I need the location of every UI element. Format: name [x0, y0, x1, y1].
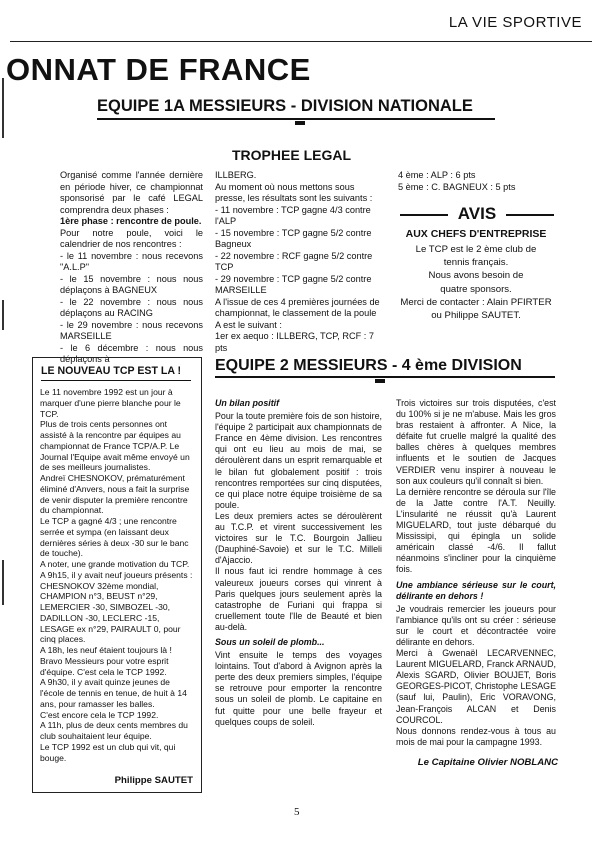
paragraph: C'est encore cela le TCP 1992. [40, 709, 159, 720]
paragraph: A 9h30, il y avait quinze jeunes de l'école de tennis en tenue, de huit à 14 ans, pour ramasser les balles. [40, 677, 187, 709]
scan-margin-mark [2, 560, 4, 605]
team1-column-2 [215, 170, 383, 354]
team1-heading: EQUIPE 1A MESSIEURS - DIVISION NATIONALE [97, 97, 473, 115]
avis-title: AVIS [457, 204, 497, 223]
paragraph: Plus de trois cents personnes ont assisté à la rencontre par équipes au championnat de France TCP/A.P. Le Journal l'Equipe avait même envoyé un de ses meilleurs journalistes. [40, 419, 190, 473]
paragraph: A noter, une grande motivation du TCP. [40, 559, 190, 569]
nouveau-tcp-body [40, 387, 196, 763]
paragraph: Il nous faut ici rendre hommage à ces valeureux joueurs corses qui vinrent à Paris quelques jours seulement après la catastrophe de Furiani qui frappa si cruellement toute l'Ile de Beauté et bien au-delà. [215, 566, 382, 632]
paragraph: Pour notre poule, voici le calendrier de nos rencontres : [60, 227, 203, 249]
paragraph: Je voudrais remercier les joueurs pour l'ambiance qu'ils ont su créer : sérieuse sur le court et décontractée voire délirante en dehors. [396, 603, 556, 647]
team1-column-3 [398, 170, 548, 193]
paragraph: A 18h, les neuf étaient toujours là ! [40, 645, 172, 655]
paragraph: 1ère phase : rencontre de poule. [60, 216, 202, 226]
paragraph: 1er ex aequo : ILLBERG, TCP, RCF : 7 pts [215, 331, 374, 353]
paragraph: Au moment où nous mettons sous presse, les résultats sont les suivants : [215, 181, 373, 203]
team1-subheading: TROPHEE LEGAL [232, 147, 352, 163]
bilan-title: Un bilan positif [215, 398, 280, 408]
avis-line: Merci de contacter : Alain PFIRTER [400, 296, 552, 308]
avis-box [398, 202, 554, 342]
avis-line: quatre sponsors. [440, 283, 512, 295]
avis-line: tennis français. [443, 257, 509, 269]
header-rule [10, 41, 592, 42]
paragraph: Bravo Messieurs pour votre esprit d'équipe. C'est cela le TCP 1992. [40, 655, 169, 677]
team2-heading: EQUIPE 2 MESSIEURS - 4 ème DIVISION [215, 357, 522, 374]
paragraph: - le 22 novembre : nous nous déplaçons au RACING [60, 296, 203, 318]
section-header: LA VIE SPORTIVE [448, 14, 582, 31]
heading-ornament [295, 121, 305, 125]
paragraph: 5 ème : C. BAGNEUX : 5 pts [398, 181, 516, 192]
paragraph: Le TCP 1992 est un club qui vit, qui bouge. [40, 741, 176, 763]
avis-line: ou Philippe SAUTET. [431, 310, 521, 322]
paragraph: 4 ème : ALP : 6 pts [398, 170, 476, 180]
team1-heading-underline [97, 118, 495, 120]
paragraph: Organisé comme l'année dernière en période hiver, ce championnat sponsorisé par le café LEGAL comprendra deux phases : [60, 170, 203, 215]
paragraph: - 29 novembre : TCP gagne 5/2 contre MARSEILLE [215, 273, 372, 295]
paragraph: La dernière rencontre se déroula sur l'île de la Jatte contre l'A.T. Neuilly. L'insularité ne réussit qu'à Laurent MIGUELARD, tout juste débarqué du Mississipi, qui épingla un solide américain classé -4/6. Il fallut néanmoins s'incliner pour la cinquième fois. [396, 486, 556, 575]
avis-body [398, 243, 554, 322]
paragraph: A 11h, plus de deux cents membres du club souhaitaient leur équipe. [40, 720, 188, 741]
ambiance-title: Une ambiance sérieuse sur le court, délirante en dehors ! [396, 579, 556, 601]
scan-margin-mark [2, 78, 4, 138]
paragraph: Vint ensuite le temps des voyages lointains. Tout d'abord à Avignon après la perte des deux premiers simples, l'équipe se retrouve pour emporter la rencontre sous un soleil de plomb. Le capitaine en fut quitte pour une belle frayeur et quelques coups de soleil. [215, 650, 382, 727]
soleil-title: Sous un soleil de plomb... [215, 636, 325, 647]
team2-column-right [396, 398, 556, 748]
nouveau-tcp-title: LE NOUVEAU TCP EST LA ! [41, 365, 182, 377]
team2-heading-underline [215, 376, 555, 378]
paragraph: Pour la toute première fois de son histoire, l'équipe 2 participait aux championnats de France en 4ème division. Les rencontres qui ont eu lieu au mois de mai, se déroulèrent dans un esprit remarquable et le bilan fut globalement positif : trois rencontres remportées sur cinq disputées, ce qui place notre équipe troisième de sa poule. [215, 411, 382, 510]
paragraph: - le 6 décembre : nous nous déplaçons à [60, 342, 203, 364]
page-number: 5 [294, 806, 300, 818]
avis-rule-right [506, 214, 554, 216]
heading-ornament [375, 379, 385, 383]
paragraph: Nous donnons rendez-vous à tous au mois de mai pour la campagne 1993. [396, 725, 556, 747]
paragraph: Le 11 novembre 1992 est un jour à marquer d'une pierre blanche pour le TCP. [40, 387, 181, 419]
paragraph: - 22 novembre : RCF gagne 5/2 contre TCP [215, 250, 373, 272]
paragraph: A l'issue de ces 4 premières journées de championnat, le classement de la poule A est le suivant : [215, 296, 380, 330]
nouveau-signature: Philippe SAUTET [114, 775, 193, 786]
paragraph: Trois victoires sur trois disputées, c'est du 100% si je ne m'abuse. Mais les gros bras restaient à affronter. A Nice, la défaite fut cruelle malgré la qualité des balles chères à quelques membres influents et le soutien de Jacques VERDIER venu inspirer à nouveau le son aux couleurs qu'il connaît si bien. [396, 398, 556, 486]
paragraph: - 11 novembre : TCP gagne 4/3 contre l'ALP [215, 204, 371, 226]
paragraph: ILLBERG. [215, 170, 257, 180]
paragraph: A 9h15, il y avait neuf joueurs présents : CHESNOKOV 32ème mondial, CHAMPION n°3, BEUST n°29, LEMERCIER -30, SIMBOZEL -30, DADILLON -30, LECLERC -15, LESAGE ex n°29, PAIRAULT 0, pour cinq places. [40, 569, 193, 645]
team2-column-left [215, 398, 382, 728]
page-title: ONNAT DE FRANCE [6, 52, 311, 87]
scan-margin-mark [2, 300, 4, 330]
avis-rule-left [400, 214, 448, 216]
nouveau-tcp-box [32, 357, 202, 793]
nouveau-title-rule [41, 380, 191, 381]
paragraph: - le 15 novembre : nous nous déplaçons à BAGNEUX [60, 273, 203, 295]
avis-subtitle: AUX CHEFS D'ENTREPRISE [405, 228, 547, 240]
paragraph: Le TCP a gagné 4/3 ; une rencontre serrée et sympa (en laissant deux dernières séries à deux -30 sur le banc de touche). [40, 516, 189, 559]
avis-line: Le TCP est le 2 ème club de [415, 244, 537, 255]
paragraph: Les deux premiers actes se déroulèrent au T.C.P. et virent successivement les victoires sur le T.C. Bourgoin Jallieu (Dauphiné-Savoie) et sur le T.C. Milleli d'Ajaccio. [215, 510, 382, 566]
paragraph: - le 11 novembre : nous recevons "A.L.P" [60, 250, 203, 272]
team1-column-1 [60, 170, 203, 366]
paragraph: Merci à Gwenaël LECARVENNEC, Laurent MIGUELARD, Franck ARNAUD, Alexis SGARD, Olivier BOUJET, Boris GEORGES-PICOT, Christophe LESAGE (sauf lui, Paulin), Eric VORAVONG, Jean-François ALCAN et Denis COURCOL. [396, 648, 556, 725]
paragraph: - le 29 novembre : nous recevons MARSEILLE [60, 319, 203, 341]
paragraph: - 15 novembre : TCP gagne 5/2 contre Bagneux [215, 227, 372, 249]
paragraph: Andreï CHESNOKOV, prématurément éliminé d'Anvers, nous a fait la surprise de venir disputer la première rencontre du championnat. [40, 473, 190, 516]
avis-line: Nous avons besoin de [428, 270, 524, 282]
team2-signature: Le Capitaine Olivier NOBLANC [417, 757, 558, 768]
